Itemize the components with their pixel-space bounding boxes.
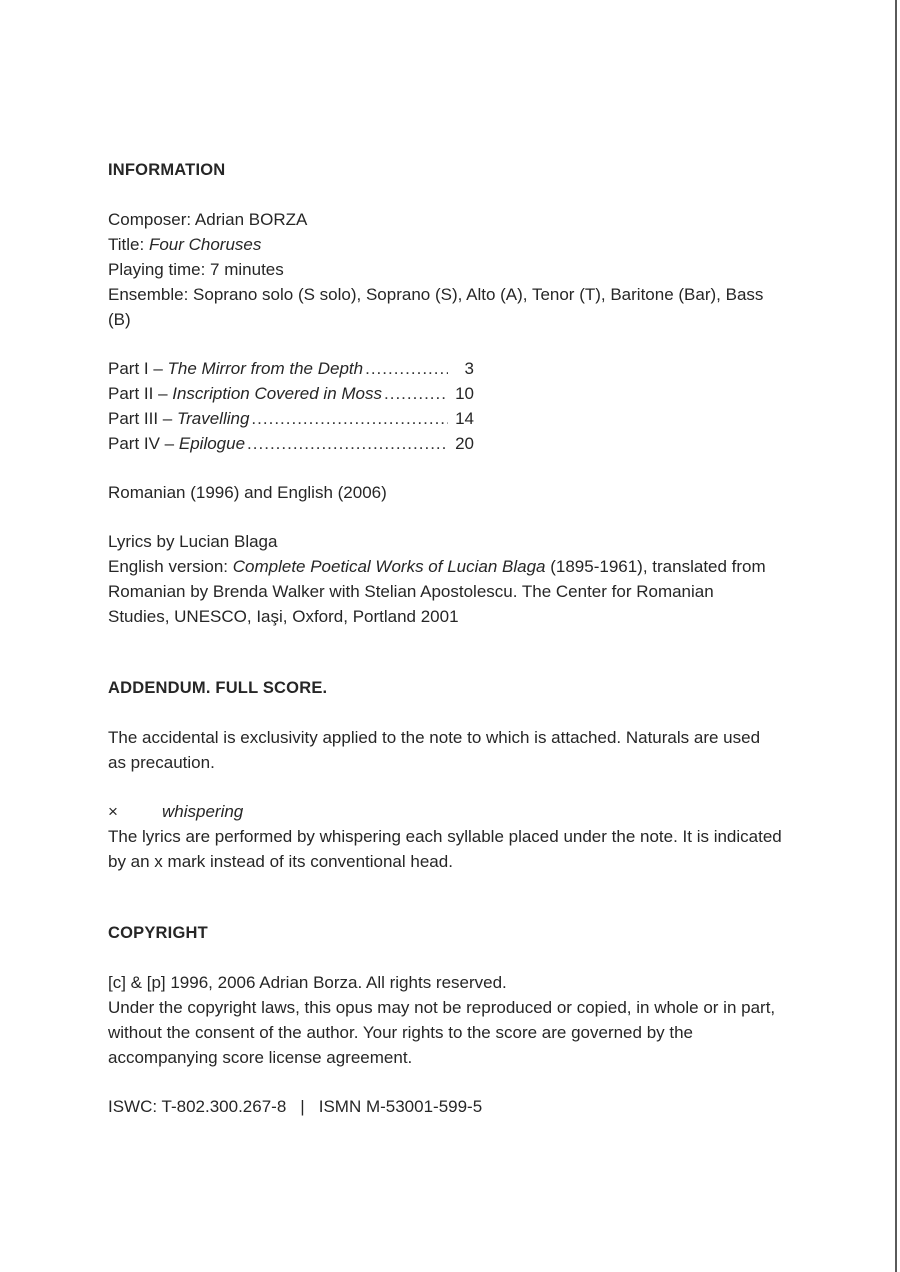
toc-leader-dots — [245, 431, 448, 456]
toc-entry — [108, 356, 474, 381]
work-title: Four Choruses — [148, 235, 262, 254]
toc-entry-title: Part IV – Epilogue — [108, 434, 246, 453]
toc-entry — [108, 431, 474, 456]
title-line — [108, 232, 808, 257]
page-content — [108, 158, 808, 1119]
toc-entry-title: Part I – The Mirror from the Depth — [108, 359, 364, 378]
iswc-code: ISWC: T-802.300.267-8 — [108, 1097, 287, 1116]
composer-line: Composer: Adrian BORZA — [108, 210, 308, 229]
toc-leader-dots — [382, 381, 448, 406]
accidental-note: The accidental is exclusivity applied to the note to which is attached. Naturals are used as precaution. — [108, 728, 761, 772]
english-work-title: Complete Poetical Works of Lucian Blaga — [232, 557, 546, 576]
english-version-paragraph — [108, 554, 778, 629]
identifier-separator: | — [300, 1097, 305, 1116]
copyright-heading: COPYRIGHT — [108, 924, 208, 942]
copyright-section — [108, 921, 808, 1119]
toc-page-number: 14 — [455, 409, 474, 428]
lyrics-by-line: Lyrics by Lucian Blaga — [108, 532, 278, 551]
whisper-symbol-row — [108, 799, 808, 824]
toc-entry — [108, 406, 474, 431]
toc-entry — [108, 381, 474, 406]
whisper-note: The lyrics are performed by whispering each syllable placed under the note. It is indicated by an x mark instead of its conventional head. — [108, 827, 782, 871]
information-heading: INFORMATION — [108, 161, 226, 179]
english-version-details: (1895-1961), translated from Romanian by Brenda Walker with Stelian Apostolescu. The Center for Romanian Studies, UNESCO, Iaşi, Oxford, Portland 2001 — [108, 557, 766, 626]
copyright-notice: Under the copyright laws, this opus may not be reproduced or copied, in whole or in part, without the consent of the author. Your rights to the score are governed by the accompanying score license agreement. — [108, 998, 776, 1067]
ismn-code: ISMN M-53001-599-5 — [318, 1097, 483, 1116]
toc-leader-dots — [249, 406, 448, 431]
addendum-heading: ADDENDUM. FULL SCORE. — [108, 679, 328, 697]
copyright-line: [c] & [p] 1996, 2006 Adrian Borza. All rights reserved. — [108, 973, 507, 992]
toc-page-number: 20 — [455, 434, 474, 453]
ensemble-line: Ensemble: Soprano solo (S solo), Soprano (S), Alto (A), Tenor (T), Baritone (Bar), Bass (B) — [108, 285, 764, 329]
toc-leader-dots — [363, 356, 448, 381]
addendum-section — [108, 676, 808, 874]
toc-page-number: 10 — [455, 384, 474, 403]
table-of-contents — [108, 356, 474, 456]
title-prefix: Title: — [108, 235, 149, 254]
information-section — [108, 158, 808, 629]
toc-entry-title: Part III – Travelling — [108, 409, 250, 428]
identifiers-line — [108, 1094, 808, 1119]
languages-line: Romanian (1996) and English (2006) — [108, 483, 387, 502]
x-mark-icon: × — [108, 802, 118, 821]
english-version-prefix: English version: — [108, 557, 233, 576]
toc-page-number: 3 — [464, 359, 474, 378]
toc-entry-title: Part II – Inscription Covered in Moss — [108, 384, 383, 403]
whisper-symbol-label: whispering — [162, 802, 244, 821]
playing-time-line: Playing time: 7 minutes — [108, 260, 284, 279]
